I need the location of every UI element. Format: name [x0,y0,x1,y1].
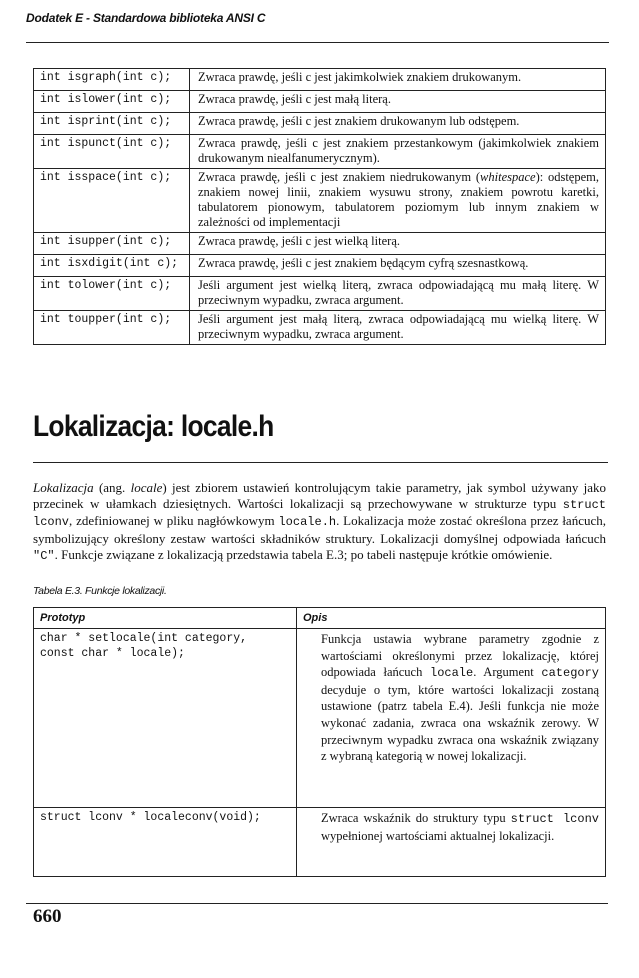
description-cell: Zwraca prawdę, jeśli c jest znakiem drukowanym lub odstępem. [190,113,606,135]
column-header-prototype: Prototyp [34,608,297,629]
ctype-functions-table [33,68,606,345]
footer-rule [26,903,608,904]
prototype-cell: int toupper(int c); [34,311,190,345]
prototype-cell: int tolower(int c); [34,277,190,311]
code-text: "C" [33,548,55,563]
emphasis-text: Lokalizacja [33,480,94,495]
paragraph-text: , zdefiniowanej w pliku nagłówkowym [69,513,279,529]
table-caption: Tabela E.3. Funkcje lokalizacji. [33,585,167,597]
prototype-cell [34,629,297,808]
description-cell: Zwraca prawdę, jeśli c jest znakiem będącym cyfrą szesnastkową. [190,255,606,277]
section-rule [33,462,608,463]
description-text: . Argument [473,665,542,680]
table-row [34,629,606,808]
description-cell: Zwraca prawdę, jeśli c jest małą literą. [190,91,606,113]
paragraph-text: ) jest zbiorem ustawień kontrolującym takie parametry, jak symbol używany jako przecinek w ułamkach dziesiętnych. Wartości lokalizacji są przechowywane w strukturze typu [33,480,606,512]
description-cell [297,629,606,808]
paragraph-text: . Funkcje związane z lokalizacją przedstawia tabela E.3; po tabeli następuje krótkie omówienie. [54,546,553,562]
paragraph-text: (ang. [93,480,131,495]
table-row [34,255,606,277]
code-text: locale [430,666,474,681]
table-row [34,277,606,311]
paragraph-text: . Lokalizacja może zostać określona przez łańcuch, symbolizujący określony zestaw wartości składników struktury. Lokalizacji domyślnej odpowiada łańcuch [33,513,606,546]
section-title: Lokalizacja: locale.h [33,410,274,443]
table-row [34,113,606,135]
description-cell: Jeśli argument jest wielką literą, zwraca odpowiadającą mu małą literę. W przeciwnym wypadku, zwraca argument. [190,277,606,311]
table-row [34,808,606,877]
prototype-cell: struct lconv * localeconv(void); [34,808,297,877]
description-text: decyduje o tym, które wartości lokalizacji zostaną ustawione (patrz tabela E.4). Jeśli funkcja nie może wykonać zadania, zwraca ona wskaźnik zerowy. W przeciwnym wypadku zwraca ona wskaźnik związany z wybraną kategorią w nowej lokalizacji. [321,682,599,764]
table-row [34,233,606,255]
description-text: Zwraca wskaźnik do struktury typu [321,811,511,825]
description-text: ): odstępem, znakiem nowej linii, znakiem wysuwu strony, znakiem powrotu karetki, tabulatorem pionowym, tabulatorem poziomym lub innym znakiem w zależności od implementacji [198,170,600,229]
page-number: 660 [33,906,62,927]
description-text: wypełnionej wartościami aktualnej lokalizacji. [321,828,555,843]
prototype-cell: int isprint(int c); [34,113,190,135]
emphasis-text: whitespace [480,170,536,184]
header-rule [26,42,609,43]
code-text: locale.h [278,515,337,530]
table-row [34,135,606,169]
body-paragraph [33,480,606,564]
emphasis-text: locale [130,480,163,495]
locale-functions-table [33,607,606,877]
table-row [34,91,606,113]
code-text: struct lconv [33,498,606,530]
prototype-cell: int isgraph(int c); [34,69,190,91]
prototype-cell: int islower(int c); [34,91,190,113]
description-cell: Zwraca prawdę, jeśli c jest znakiem przestankowym (jakimkolwiek znakiem drukowanym niealfanumerycznym). [190,135,606,169]
prototype-text: char * setlocale(int category, const char * locale); [40,632,248,660]
prototype-cell: int isspace(int c); [34,169,190,233]
description-cell [190,169,606,233]
running-head: Dodatek E - Standardowa biblioteka ANSI C [26,11,266,25]
description-cell [297,808,606,877]
table-row [34,311,606,345]
table-row [34,69,606,91]
prototype-cell: int isupper(int c); [34,233,190,255]
table-header-row [34,608,606,629]
code-text: category [541,666,599,681]
code-text: struct lconv [510,812,599,826]
description-cell: Jeśli argument jest małą literą, zwraca odpowiadającą mu wielką literę. W przeciwnym wypadku, zwraca argument. [190,311,606,345]
table-row [34,169,606,233]
description-cell: Zwraca prawdę, jeśli c jest jakimkolwiek znakiem drukowanym. [190,69,606,91]
description-cell: Zwraca prawdę, jeśli c jest wielką literą. [190,233,606,255]
description-text: Funkcja ustawia wybrane parametry zgodnie z wartościami określonymi przez lokalizację, której odpowiada łańcuch [321,632,599,680]
prototype-cell: int isxdigit(int c); [34,255,190,277]
column-header-description: Opis [297,608,606,629]
prototype-cell: int ispunct(int c); [34,135,190,169]
description-text: Zwraca prawdę, jeśli c jest znakiem niedrukowanym ( [198,170,481,184]
